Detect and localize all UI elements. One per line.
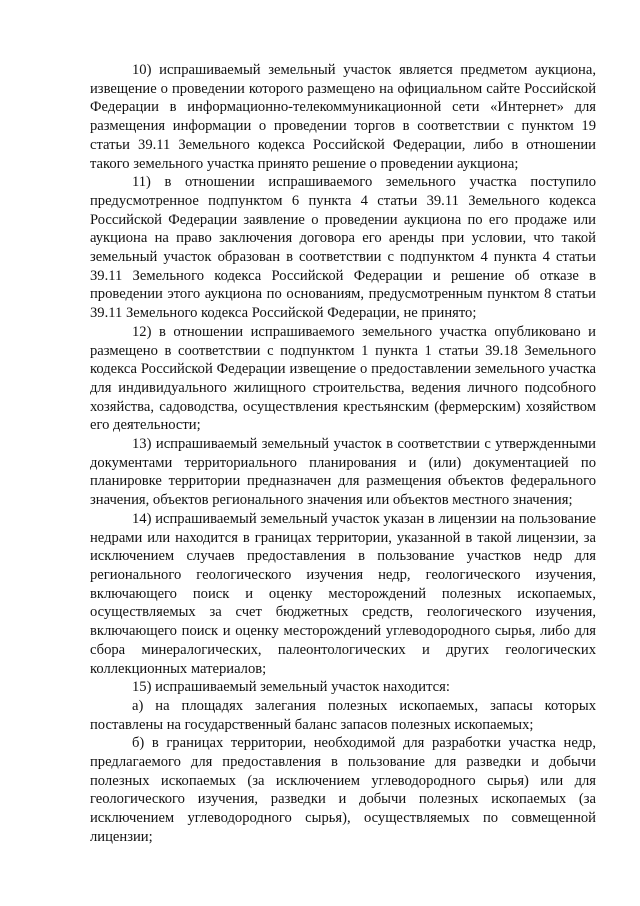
paragraph-item-12: 12) в отношении испрашиваемого земельного участка опубликовано и размещено в соответствии с подпунктом 1 пункта 1 статьи 39.18 Земельного кодекса Российской Федерации извещение о предоставлении земельного участка для индивидуального жилищного строительства, ведения личного подсобного хозяйства, садоводства, осуществления крестьянским (фермерским) хозяйством его деятельности; bbox=[90, 323, 596, 434]
paragraph-item-11: 11) в отношении испрашиваемого земельного участка поступило предусмотренное подпунктом 6 пункта 4 статьи 39.11 Земельного кодекса Российской Федерации заявление о проведении аукциона по его продаже или аукциона на право заключения договора его аренды при условии, что такой земельный участок образован в соответствии с подпунктом 4 пункта 4 статьи 39.11 Земельного кодекса Российской Федерации и решение об отказе в проведении этого аукциона по основаниям, предусмотренным пунктом 8 статьи 39.11 Земельного кодекса Российской Федерации, не принято; bbox=[90, 174, 596, 322]
paragraph-item-15: 15) испрашиваемый земельный участок находится: bbox=[132, 679, 450, 696]
paragraph-subitem-a: а) на площадях залегания полезных ископаемых, запасы которых поставлены на государственный баланс запасов полезных ископаемых; bbox=[90, 697, 596, 733]
paragraph-item-10: 10) испрашиваемый земельный участок является предметом аукциона, извещение о проведении которого размещено на официальном сайте Российской Федерации в информационно-телекоммуникационной сети «Интернет» для размещения информации о проведении торгов в соответствии с пунктом 19 статьи 39.11 Земельного кодекса Российской Федерации, либо в отношении такого земельного участка принято решение о проведении аукциона; bbox=[90, 62, 596, 172]
paragraph-item-14: 14) испрашиваемый земельный участок указан в лицензии на пользование недрами или находится в границах территории, указанной в такой лицензии, за исключением случаев предоставления в пользование участков недр для регионального геологического изучения недр, геологического изучения, включающего поиск и оценку месторождений полезных ископаемых, осуществляемых за счет бюджетных средств, геологического изучения, включающего поиск и оценку месторождений углеводородного сырья, либо для сбора минералогических, палеонтологических и других геологических коллекционных материалов; bbox=[90, 510, 596, 677]
document-page bbox=[90, 61, 596, 847]
paragraph-item-13: 13) испрашиваемый земельный участок в соответствии с утвержденными документами территориального планирования и (или) документацией по планировке территории предназначен для размещения объектов федерального значения, объектов регионального значения или объектов местного значения; bbox=[90, 436, 596, 509]
paragraph-subitem-b: б) в границах территории, необходимой для разработки участка недр, предлагаемого для предоставления в пользование для разведки и добычи полезных ископаемых (за исключением углеводородного сырья) или для геологического изучения, разведки и добычи полезных ископаемых (за исключением углеводородного сырья), осуществляемых по совмещенной лицензии; bbox=[90, 735, 596, 845]
